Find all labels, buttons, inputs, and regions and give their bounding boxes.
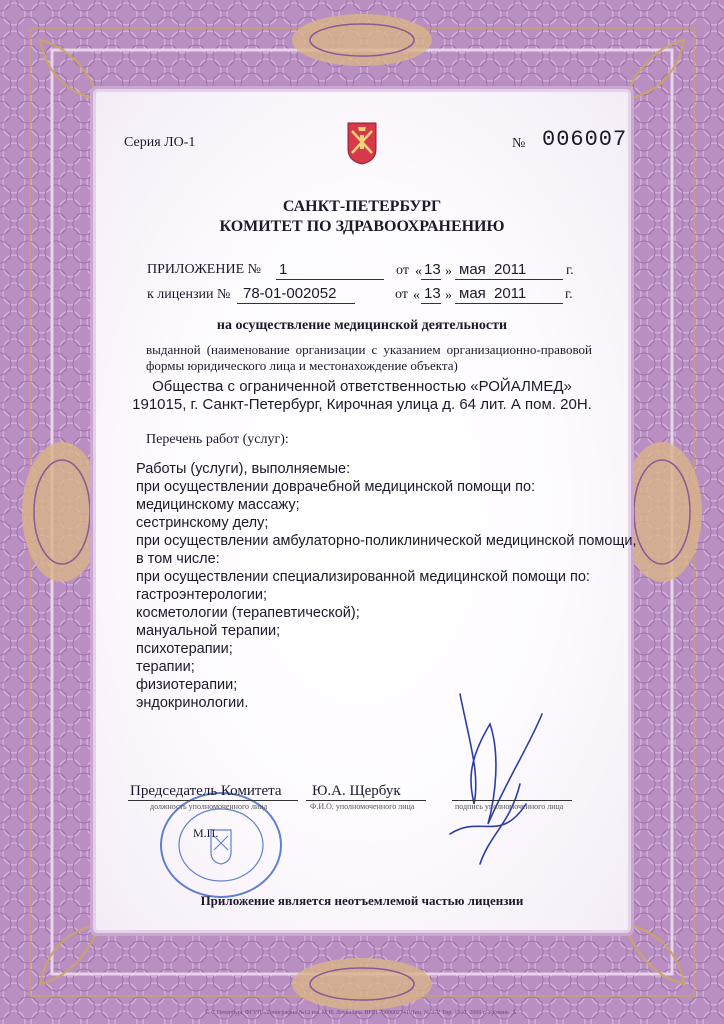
position-caption: должность уполномоченного лица	[150, 802, 268, 811]
appendix-year: 2011	[494, 261, 527, 278]
works-item: эндокринологии.	[136, 695, 249, 711]
works-item: при осуществлении специализированной медицинской помощи по:	[136, 569, 590, 585]
signature-line	[452, 800, 572, 801]
license-date-line	[455, 303, 563, 304]
organization-name: Общества с ограниченной ответственностью «РОЙАЛМЕД»	[152, 378, 572, 395]
appendix-date-line	[455, 279, 563, 280]
works-list	[136, 460, 637, 712]
handwritten-signature	[430, 684, 550, 884]
license-day: 13	[424, 285, 441, 302]
stamp-place: М.П.	[193, 826, 219, 840]
license-day-line	[421, 303, 441, 304]
license-year-suffix: г.	[565, 287, 573, 302]
works-item: мануальной терапии;	[136, 623, 281, 639]
signer-position: Председатель Комитета	[130, 783, 282, 799]
issued-note: выданной (наименование организации с указанием организационно-правовой формы юридического лица и местонахождение объекта)	[146, 342, 592, 373]
number-sign: №	[512, 136, 526, 151]
works-item: при осуществлении амбулаторно-поликлинической медицинской помощи,	[136, 533, 637, 549]
works-item: при осуществлении доврачебной медицинской помощи по:	[136, 479, 536, 495]
signature-caption: подпись уполномоченного лица	[455, 802, 564, 811]
footer-note: Приложение является неотъемлемой частью лицензии	[200, 893, 524, 908]
license-number: 78-01-002052	[243, 285, 337, 302]
city-title: САНКТ-ПЕТЕРБУРГ	[282, 198, 442, 215]
appendix-quote-close: »	[445, 264, 452, 279]
series-label: Серия ЛО-1	[124, 135, 196, 150]
appendix-from: от	[396, 263, 409, 278]
signer-name: Ю.А. Щербук	[312, 783, 401, 799]
appendix-month: мая	[459, 261, 486, 278]
works-item: сестринскому делу;	[136, 515, 269, 531]
appendix-label: ПРИЛОЖЕНИЕ №	[147, 262, 261, 277]
organization-address: 191015, г. Санкт-Петербург, Кирочная улица д. 64 лит. А пом. 20Н.	[132, 396, 592, 413]
appendix-quote-open: «	[415, 264, 422, 279]
license-quote-open: «	[413, 288, 420, 303]
committee-title: КОМИТЕТ ПО ЗДРАВООХРАНЕНИЮ	[219, 218, 505, 235]
appendix-day-line	[421, 279, 441, 280]
appendix-number: 1	[279, 261, 288, 278]
license-quote-close: »	[445, 288, 452, 303]
license-number-line	[237, 303, 355, 304]
name-line	[306, 800, 426, 801]
works-item: физиотерапии;	[136, 677, 238, 693]
license-label: к лицензии №	[147, 287, 231, 302]
works-item: в том числе:	[136, 551, 220, 567]
works-item: гастроэнтерологии;	[136, 587, 268, 603]
appendix-day: 13	[424, 261, 441, 278]
form-number: 006007	[542, 127, 628, 152]
city-coat-of-arms-icon	[346, 121, 378, 165]
position-line	[128, 800, 298, 801]
works-item: психотерапии;	[136, 641, 233, 657]
works-item: терапии;	[136, 659, 195, 675]
works-item: медицинскому массажу;	[136, 497, 300, 513]
license-from: от	[395, 287, 408, 302]
name-caption: Ф.И.О. уполномоченного лица	[310, 802, 415, 811]
license-month: мая	[459, 285, 486, 302]
license-year: 2011	[494, 285, 527, 302]
appendix-number-line	[276, 279, 384, 280]
works-title: Перечень работ (услуг):	[146, 432, 289, 447]
appendix-year-suffix: г.	[566, 263, 574, 278]
activity-title: на осуществление медицинской деятельности	[216, 318, 508, 333]
printer-info: © С.Петербург ФГУП «Типография №12 им. М.И. Лоханова» ИНН 7809002741 Лиц. № 372 Тир. 1200. 2009 г. Уровень „Б"	[205, 1010, 519, 1016]
works-item: косметологии (терапевтической);	[136, 605, 360, 621]
works-item: Работы (услуги), выполняемые:	[136, 461, 351, 477]
